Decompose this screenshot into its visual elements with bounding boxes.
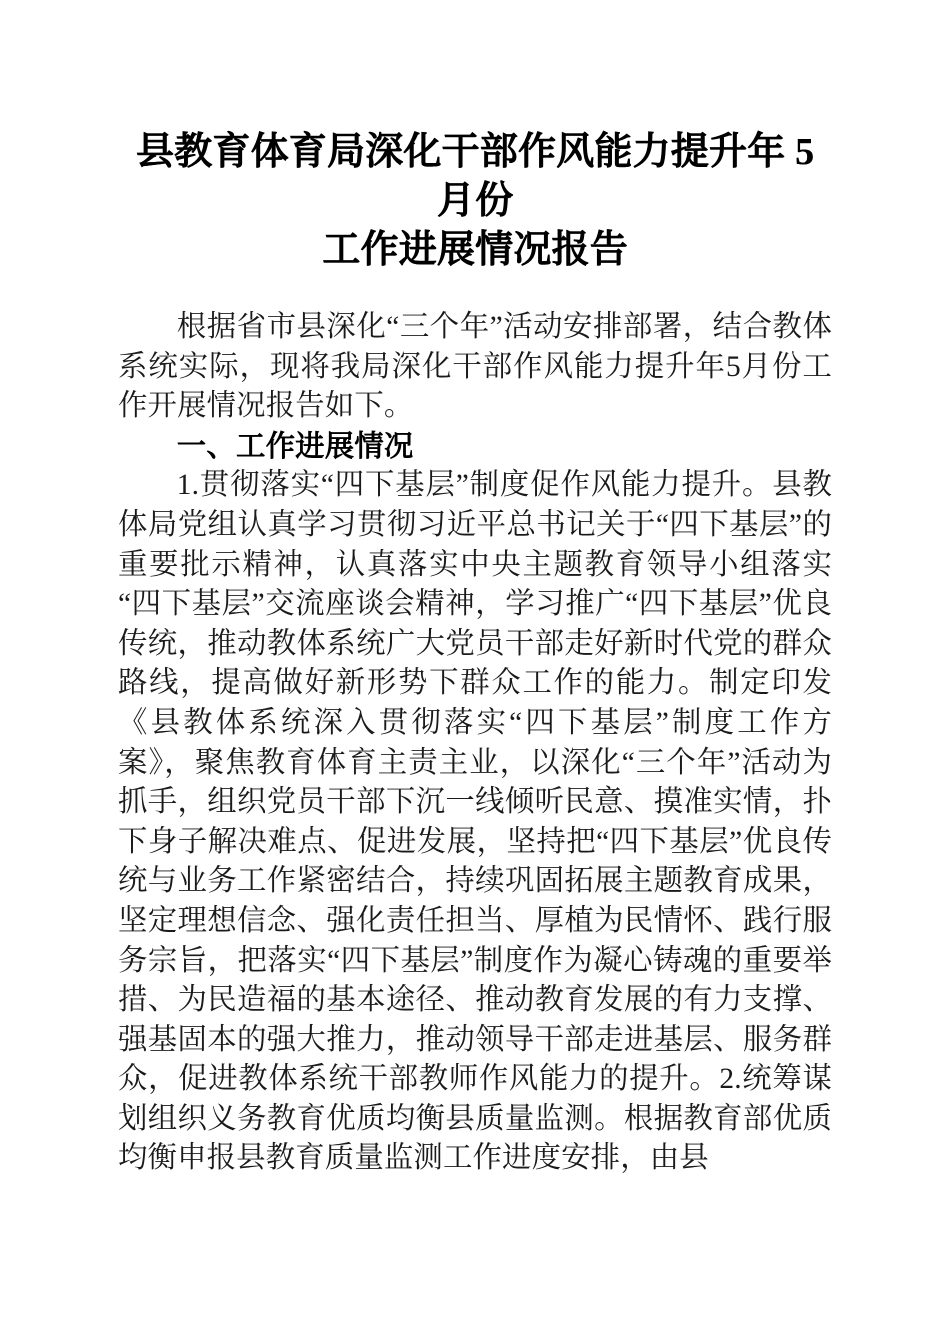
body-paragraph-item-1: 1.贯彻落实“四下基层”制度促作风能力提升。县教体局党组认真学习贯彻习近平总书记关于“四下基层”的重要批示精神，认真落实中央主题教育领导小组落实“四下基层”交流座谈会精神，学习推广“四下基层”优良传统，推动教体系统广大党员干部走好新时代党的群众路线，提高做好新形势下群众工作的能力。制定印发《县教体系统深入贯彻落实“四下基层”制度工作方案》，聚焦教育体育主责主业，以深化“三个年”活动为抓手，组织党员干部下沉一线倾听民意、摸准实情，扑下身子解决难点、促进发展，坚持把“四下基层”优良传统与业务工作紧密结合，持续巩固拓展主题教育成果，坚定理想信念、强化责任担当、厚植为民情怀、践行服务宗旨，把落实“四下基层”制度作为凝心铸魂的重要举措、为民造福的基本途径、推动教育发展的有力支撑、强基固本的强大推力，推动领导干部走进基层、服务群众，促进教体系统干部教师作风能力的提升。2.统筹谋划组织义务教育优质均衡县质量监测。根据教育部优质均衡申报县教育质量监测工作进度安排，由县	[118, 469, 832, 1175]
page-title-line-2: 工作进展情况报告	[322, 229, 628, 271]
document-content	[118, 0, 832, 1179]
page-title	[118, 0, 832, 275]
section-heading-work-progress: 一、工作进展情况	[176, 429, 414, 463]
intro-paragraph: 根据省市县深化“三个年”活动安排部署，结合教体系统实际，现将我局深化干部作风能力提升年5月份工作开展情况报告如下。	[118, 311, 832, 423]
page-title-line-1: 县教育体育局深化干部作风能力提升年 5 月份	[135, 131, 815, 222]
